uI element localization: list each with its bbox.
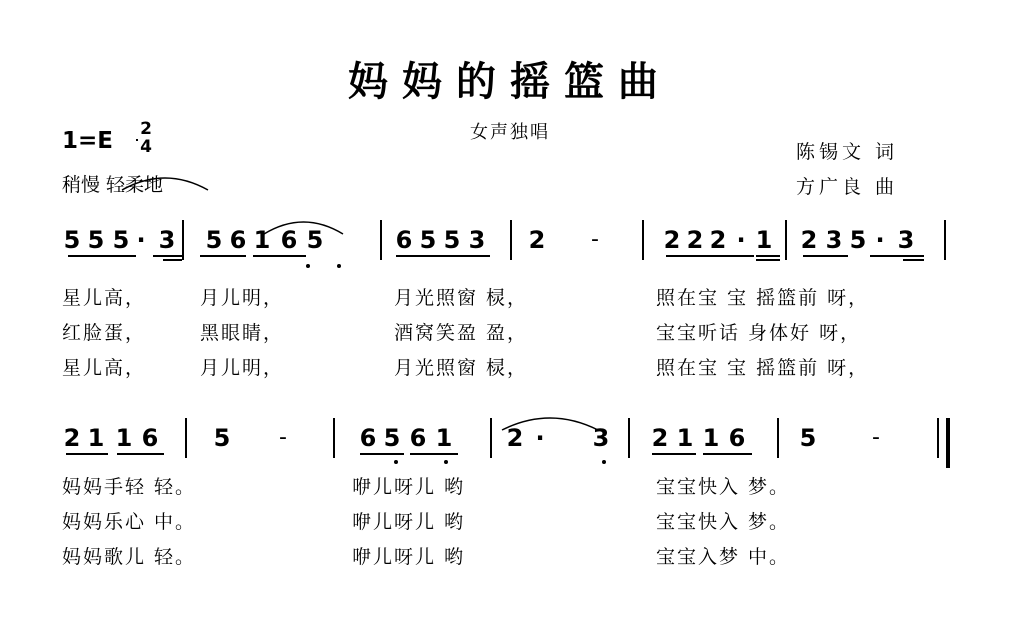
- lyric-r1-v3-m4: 照在宝 宝 摇篮前 呀，: [656, 357, 870, 379]
- barline: [937, 418, 939, 458]
- lyric-r2-v2-m1: 妈妈乐心 中。: [62, 511, 197, 533]
- dotted-mark: ·: [875, 226, 885, 254]
- lyric-r2-v3-m2: 咿儿呀儿 哟: [352, 546, 466, 568]
- barline: [510, 220, 512, 260]
- song-subtitle: 女声独唱: [470, 122, 550, 143]
- note-digit: 5: [799, 424, 817, 452]
- note-digit: 1: [702, 424, 720, 452]
- dotted-mark: ·: [535, 424, 545, 452]
- slur-tie: [500, 412, 600, 432]
- beam-underline: [666, 255, 754, 257]
- barline: [642, 220, 644, 260]
- note-digit: 1: [253, 226, 271, 254]
- note-digit: 6: [280, 226, 298, 254]
- lyric-r1-v1-m4: 照在宝 宝 摇篮前 呀，: [656, 287, 870, 309]
- note-digit: 2: [528, 226, 546, 254]
- note-digit: 5: [112, 226, 130, 254]
- low-octave-dot: [602, 460, 606, 464]
- note-digit: 5: [383, 424, 401, 452]
- time-signature: [136, 120, 156, 156]
- meter-bar: [136, 139, 138, 141]
- note-digit: 6: [229, 226, 247, 254]
- barline: [333, 418, 335, 458]
- dotted-mark: ·: [136, 226, 146, 254]
- lyric-r1-v2-m2: 黑眼睛，: [200, 322, 285, 344]
- lyric-r1-v1-m1: 星儿高，: [62, 287, 147, 309]
- hold-dash: -: [591, 227, 599, 252]
- note-digit: 1: [755, 226, 773, 254]
- lyric-r1-v2-m4: 宝宝听话 身体好 呀，: [656, 322, 862, 344]
- note-digit: 1: [115, 424, 133, 452]
- note-digit: 3: [825, 226, 843, 254]
- beam-underline: [870, 255, 924, 257]
- barline: [785, 220, 787, 260]
- note-digit: 2: [506, 424, 524, 452]
- beam-underline: [396, 255, 490, 257]
- note-digit: 1: [676, 424, 694, 452]
- note-digit: 2: [800, 226, 818, 254]
- note-digit: 5: [87, 226, 105, 254]
- hold-dash: -: [279, 425, 287, 450]
- beam-underline: [703, 453, 752, 455]
- note-digit: 2: [63, 424, 81, 452]
- lyric-r2-v3-m1: 妈妈歌儿 轻。: [62, 546, 197, 568]
- lyric-r2-v3-m3: 宝宝入梦 中。: [656, 546, 791, 568]
- beam-underline: [756, 255, 780, 257]
- barline: [182, 220, 184, 260]
- beam-underline: [803, 255, 848, 257]
- low-octave-dot: [444, 460, 448, 464]
- beam-underline: [360, 453, 404, 455]
- note-digit: 3: [158, 226, 176, 254]
- note-digit: 5: [443, 226, 461, 254]
- note-digit: 3: [592, 424, 610, 452]
- lyric-r1-v2-m3: 酒窝笑盈 盈，: [394, 322, 529, 344]
- low-octave-dot: [306, 264, 310, 268]
- note-digit: 2: [709, 226, 727, 254]
- lyric-r2-v1-m2: 咿儿呀儿 哟: [352, 476, 466, 498]
- barline: [946, 418, 950, 468]
- low-octave-dot: [394, 460, 398, 464]
- beam-underline: [253, 255, 306, 257]
- note-digit: 3: [468, 226, 486, 254]
- note-digit: 6: [409, 424, 427, 452]
- lyricist-credit: 陈锡文 词: [796, 141, 899, 163]
- meter-top: 2: [140, 119, 152, 139]
- lyric-r1-v2-m1: 红脸蛋，: [62, 322, 147, 344]
- key-signature: 1=E: [62, 128, 113, 154]
- beam-underline-double: [756, 259, 780, 261]
- dotted-mark: ·: [736, 226, 746, 254]
- beam-underline: [117, 453, 164, 455]
- note-digit: 2: [686, 226, 704, 254]
- song-title: 妈妈的摇篮曲: [348, 58, 672, 105]
- beam-underline-double: [163, 259, 182, 261]
- beam-underline: [66, 453, 108, 455]
- note-digit: 6: [141, 424, 159, 452]
- beam-underline-double: [903, 259, 924, 261]
- note-digit: 5: [306, 226, 324, 254]
- lyric-r2-v2-m3: 宝宝快入 梦。: [656, 511, 791, 533]
- note-digit: 1: [87, 424, 105, 452]
- slur-tie: [120, 172, 210, 192]
- note-digit: 5: [213, 424, 231, 452]
- barline: [628, 418, 630, 458]
- barline: [185, 418, 187, 458]
- lyric-r1-v3-m1: 星儿高，: [62, 357, 147, 379]
- composer-credit: 方广良 曲: [796, 176, 899, 198]
- note-digit: 2: [663, 226, 681, 254]
- hold-dash: -: [872, 425, 880, 450]
- note-digit: 6: [359, 424, 377, 452]
- tempo-marking: 稍慢 轻柔地: [62, 174, 164, 196]
- barline: [490, 418, 492, 458]
- barline: [380, 220, 382, 260]
- barline: [944, 220, 946, 260]
- beam-underline: [68, 255, 136, 257]
- note-digit: 2: [651, 424, 669, 452]
- slur-tie: [262, 216, 345, 236]
- note-digit: 5: [63, 226, 81, 254]
- lyric-r2-v1-m3: 宝宝快入 梦。: [656, 476, 791, 498]
- low-octave-dot: [337, 264, 341, 268]
- lyric-r1-v3-m3: 月光照窗 棂，: [394, 357, 529, 379]
- lyric-r1-v1-m3: 月光照窗 棂，: [394, 287, 529, 309]
- lyric-r1-v1-m2: 月儿明，: [200, 287, 285, 309]
- note-digit: 1: [435, 424, 453, 452]
- note-digit: 6: [728, 424, 746, 452]
- beam-underline: [410, 453, 458, 455]
- note-digit: 5: [205, 226, 223, 254]
- note-digit: 5: [849, 226, 867, 254]
- meter-bottom: 4: [140, 137, 152, 157]
- note-digit: 6: [395, 226, 413, 254]
- barline: [777, 418, 779, 458]
- lyric-r2-v1-m1: 妈妈手轻 轻。: [62, 476, 197, 498]
- beam-underline: [652, 453, 696, 455]
- lyric-r2-v2-m2: 咿儿呀儿 哟: [352, 511, 466, 533]
- note-digit: 3: [897, 226, 915, 254]
- beam-underline: [200, 255, 246, 257]
- beam-underline: [153, 255, 182, 257]
- lyric-r1-v3-m2: 月儿明，: [200, 357, 285, 379]
- note-digit: 5: [419, 226, 437, 254]
